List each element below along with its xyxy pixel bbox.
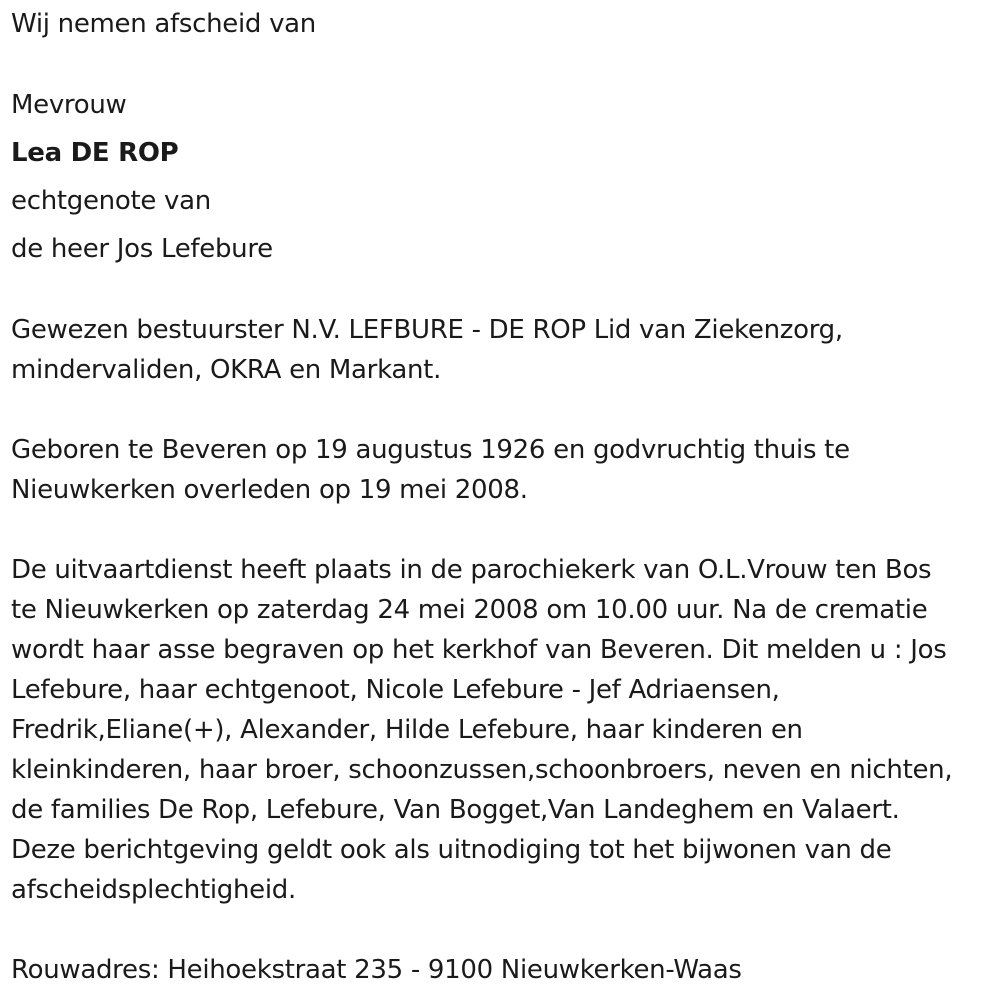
paragraph-line: Geboren te Beveren op 19 augustus 1926 en godvruchtig thuis te [11,435,850,465]
mourning-address: Rouwadres: Heihoekstraat 235 - 9100 Nieuwkerken-Waas [11,955,742,985]
paragraph-line: wordt haar asse begraven op het kerkhof van Beveren. Dit melden u : Jos [11,635,947,665]
paragraph-line: te Nieuwkerken op zaterdag 24 mei 2008 om 10.00 uur. Na de crematie [11,595,928,625]
paragraph-line: De uitvaartdienst heeft plaats in de parochiekerk van O.L.Vrouw ten Bos [11,555,932,585]
ceremony-paragraph [11,550,952,910]
spouse-name: de heer Jos Lefebure [11,234,273,264]
paragraph-line: Lefebure, haar echtgenoot, Nicole Lefebure - Jef Adriaensen, [11,675,780,705]
paragraph-line: afscheidsplechtigheid. [11,875,296,905]
honorific-title: Mevrouw [11,90,127,120]
paragraph-line: Gewezen bestuurster N.V. LEFBURE - DE ROP Lid van Ziekenzorg, [11,315,843,345]
paragraph-line: mindervaliden, OKRA en Markant. [11,355,442,385]
paragraph-line: kleinkinderen, haar broer, schoonzussen,schoonbroers, neven en nichten, [11,755,953,785]
intro-text: Wij nemen afscheid van [11,9,316,39]
deceased-name: Lea DE ROP [11,138,179,168]
paragraph-line: Nieuwkerken overleden op 19 mei 2008. [11,475,528,505]
birth-death-paragraph [11,430,850,510]
paragraph-line: Deze berichtgeving geldt ook als uitnodiging tot het bijwonen van de [11,835,892,865]
occupation-paragraph [11,310,843,390]
paragraph-line: de families De Rop, Lefebure, Van Bogget,Van Landeghem en Valaert. [11,795,900,825]
paragraph-line: Fredrik,Eliane(+), Alexander, Hilde Lefebure, haar kinderen en [11,715,803,745]
relation-label: echtgenote van [11,186,211,216]
